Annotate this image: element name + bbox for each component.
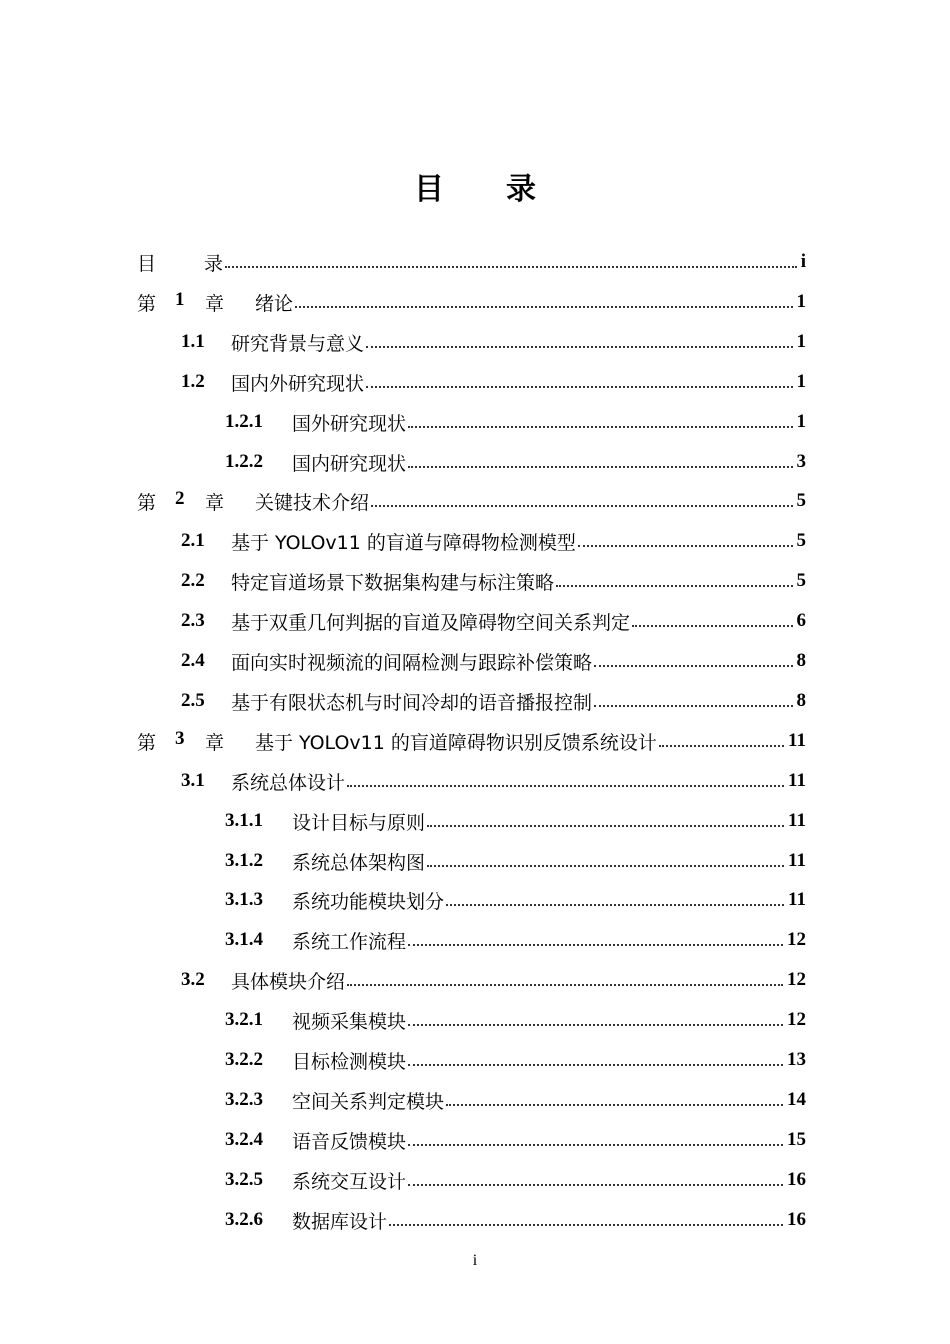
toc-page-number: 11 [788, 770, 806, 791]
toc-section-row[interactable] [225, 1086, 806, 1114]
leader-dots [366, 332, 792, 348]
toc-chapter-row[interactable] [137, 487, 806, 515]
toc-page-number: 13 [787, 1049, 806, 1070]
leader-dots [594, 651, 792, 667]
section-number: 3.1.2 [225, 850, 263, 871]
leader-dots [578, 531, 793, 547]
leader-dots [408, 1170, 783, 1186]
toc-section-row[interactable] [181, 687, 806, 715]
section-number: 3.1.1 [225, 810, 263, 831]
toc-page-number: 1 [796, 411, 806, 432]
toc-section-row[interactable] [181, 567, 806, 595]
leader-dots [427, 811, 784, 827]
toc-entry-title: 视频采集模块 [292, 1010, 407, 1033]
toc-entry-title: 基于双重几何判据的盲道及障碍物空间关系判定 [231, 611, 631, 634]
section-number: 2.4 [181, 650, 205, 671]
toc-entry-title: 系统总体设计 [231, 771, 346, 794]
section-number: 2.3 [181, 610, 205, 631]
toc-header-row[interactable] [137, 248, 806, 276]
toc-entry-title: 具体模块介绍 [231, 970, 346, 993]
toc-section-row[interactable] [181, 527, 806, 555]
toc-section-row[interactable] [225, 1046, 806, 1074]
section-number: 3.1 [181, 770, 205, 791]
toc-section-row[interactable] [181, 607, 806, 635]
section-number: 3.2 [181, 969, 205, 990]
toc-entry-title: 基于 YOLOv11 的盲道障碍物识别反馈系统设计 [255, 731, 657, 754]
section-number: 1.1 [181, 331, 205, 352]
toc-section-row[interactable] [225, 807, 806, 835]
toc-page-number: 11 [788, 810, 806, 831]
page-footer-number: i [472, 1252, 478, 1269]
leader-dots [389, 1210, 783, 1226]
page-title-left: 目 [414, 172, 444, 207]
page-title [0, 164, 950, 208]
toc-entry-title: 国内外研究现状 [231, 372, 365, 395]
toc-header-label: 目 录 [137, 252, 224, 275]
leader-dots [408, 452, 792, 468]
toc-entry-title: 基于有限状态机与时间冷却的语音播报控制 [231, 691, 593, 714]
leader-dots [225, 252, 797, 268]
leader-dots [594, 691, 792, 707]
chapter-prefix: 第 1 章 [137, 288, 225, 315]
toc-page-number: 14 [787, 1089, 806, 1110]
toc-section-row[interactable] [181, 368, 806, 396]
toc-page-number: 5 [796, 570, 806, 591]
toc-section-row[interactable] [225, 448, 806, 476]
section-number: 2.1 [181, 530, 205, 551]
toc-section-row[interactable] [225, 1166, 806, 1194]
leader-dots [408, 1010, 783, 1026]
toc-page-number: i [800, 251, 806, 272]
toc-page-number: 12 [787, 1009, 806, 1030]
section-number: 2.5 [181, 690, 205, 711]
toc-chapter-row[interactable] [137, 288, 806, 316]
leader-dots [295, 292, 792, 308]
section-number: 1.2.2 [225, 451, 263, 472]
leader-dots [659, 731, 784, 747]
chapter-prefix: 第 2 章 [137, 487, 225, 514]
leader-dots [556, 571, 792, 587]
toc-section-row[interactable] [225, 1126, 806, 1154]
toc-entry-title: 国外研究现状 [292, 412, 407, 435]
toc-page-number: 11 [788, 730, 806, 751]
toc-section-row[interactable] [181, 767, 806, 795]
leader-dots [366, 372, 792, 388]
toc-page-number: 11 [788, 889, 806, 910]
toc-entry-title: 系统总体架构图 [292, 851, 426, 874]
page-title-right: 录 [506, 172, 536, 207]
toc-page-number: 16 [787, 1209, 806, 1230]
toc-page-number: 11 [788, 850, 806, 871]
toc-page-number: 5 [796, 490, 806, 511]
leader-dots [632, 611, 792, 627]
toc-page-number: 1 [796, 371, 806, 392]
toc-section-row[interactable] [181, 966, 806, 994]
toc-entry-title: 空间关系判定模块 [292, 1090, 445, 1113]
section-number: 3.2.1 [225, 1009, 263, 1030]
toc-page-number: 5 [796, 530, 806, 551]
toc-entry-title: 数据库设计 [292, 1210, 388, 1233]
leader-dots [427, 851, 784, 867]
section-number: 3.1.3 [225, 889, 263, 910]
leader-dots [371, 491, 792, 507]
toc-entry-title: 面向实时视频流的间隔检测与跟踪补偿策略 [231, 651, 593, 674]
toc-section-row[interactable] [225, 408, 806, 436]
leader-dots [408, 1050, 783, 1066]
toc-section-row[interactable] [225, 926, 806, 954]
leader-dots [446, 890, 784, 906]
toc-entry-title: 绪论 [255, 292, 294, 315]
toc-entry-title: 关键技术介绍 [255, 491, 370, 514]
section-number: 3.2.4 [225, 1129, 263, 1150]
toc-page-number: 1 [796, 291, 806, 312]
section-number: 1.2.1 [225, 411, 263, 432]
leader-dots [347, 771, 784, 787]
section-number: 2.2 [181, 570, 205, 591]
leader-dots [347, 970, 783, 986]
toc-entry-title: 语音反馈模块 [292, 1130, 407, 1153]
toc-chapter-row[interactable] [137, 727, 806, 755]
toc-section-row[interactable] [181, 647, 806, 675]
leader-dots [408, 412, 792, 428]
toc-entry-title: 国内研究现状 [292, 452, 407, 475]
toc-page-number: 6 [796, 610, 806, 631]
leader-dots [408, 930, 783, 946]
toc-entry-title: 特定盲道场景下数据集构建与标注策略 [231, 571, 555, 594]
toc-entry-title: 目标检测模块 [292, 1050, 407, 1073]
toc-section-row[interactable] [181, 328, 806, 356]
toc-entry-title: 设计目标与原则 [292, 811, 426, 834]
toc-page-number: 16 [787, 1169, 806, 1190]
toc-section-row[interactable] [225, 886, 806, 914]
section-number: 3.2.2 [225, 1049, 263, 1070]
toc-page-number: 8 [796, 690, 806, 711]
section-number: 3.1.4 [225, 929, 263, 950]
toc-entry-title: 研究背景与意义 [231, 332, 365, 355]
leader-dots [446, 1090, 783, 1106]
chapter-prefix: 第 3 章 [137, 727, 225, 754]
section-number: 3.2.5 [225, 1169, 263, 1190]
toc-page-number: 12 [787, 929, 806, 950]
toc-section-row[interactable] [225, 1206, 806, 1234]
toc-section-row[interactable] [225, 1006, 806, 1034]
toc-page-number: 15 [787, 1129, 806, 1150]
toc-page-number: 12 [787, 969, 806, 990]
toc-entry-title: 基于 YOLOv11 的盲道与障碍物检测模型 [231, 531, 576, 554]
toc-entry-title: 系统工作流程 [292, 930, 407, 953]
section-number: 3.2.6 [225, 1209, 263, 1230]
toc-entry-title: 系统功能模块划分 [292, 890, 445, 913]
toc-section-row[interactable] [225, 847, 806, 875]
toc-entry-title: 系统交互设计 [292, 1170, 407, 1193]
toc-page-number: 3 [796, 451, 806, 472]
leader-dots [408, 1130, 783, 1146]
toc-page-number: 1 [796, 331, 806, 352]
section-number: 1.2 [181, 371, 205, 392]
section-number: 3.2.3 [225, 1089, 263, 1110]
toc-page-number: 8 [796, 650, 806, 671]
